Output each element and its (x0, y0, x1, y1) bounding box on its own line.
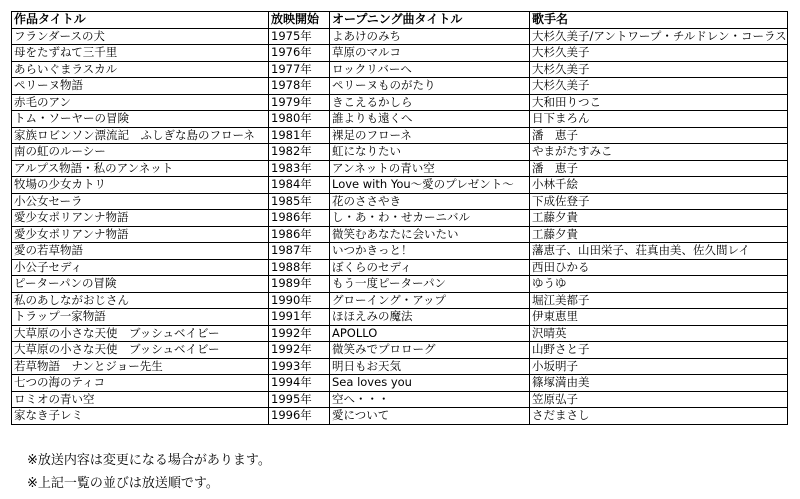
cell-year: 1979年 (269, 94, 330, 111)
table-row (12, 292, 788, 309)
table-row (12, 210, 788, 227)
cell-title: ピーターパンの冒険 (12, 276, 269, 293)
notes (27, 449, 271, 495)
cell-title: トム・ソーヤーの冒険 (12, 111, 269, 128)
cell-title: 愛少女ポリアンナ物語 (12, 210, 269, 227)
cell-title: 愛少女ポリアンナ物語 (12, 226, 269, 243)
cell-singer: ゆうゆ (530, 276, 788, 293)
cell-singer: 山野さと子 (530, 342, 788, 359)
cell-year: 1976年 (269, 45, 330, 62)
header-song: オープニング曲タイトル (330, 12, 530, 29)
cell-song: グローイング・アップ (330, 292, 530, 309)
cell-year: 1977年 (269, 61, 330, 78)
cell-year: 1984年 (269, 177, 330, 194)
cell-year: 1990年 (269, 292, 330, 309)
cell-year: 1981年 (269, 127, 330, 144)
table-row (12, 391, 788, 408)
table-row (12, 193, 788, 210)
cell-year: 1986年 (269, 226, 330, 243)
cell-song: ロックリバーへ (330, 61, 530, 78)
cell-year: 1988年 (269, 259, 330, 276)
cell-title: トラップ一家物語 (12, 309, 269, 326)
cell-title: ロミオの青い空 (12, 391, 269, 408)
cell-singer: 西田ひかる (530, 259, 788, 276)
cell-singer: 堀江美都子 (530, 292, 788, 309)
cell-song: 花のささやき (330, 193, 530, 210)
cell-singer: 篠塚満由美 (530, 375, 788, 392)
note-broadcast-change: ※放送内容は変更になる場合があります。 (27, 453, 271, 468)
table-row (12, 160, 788, 177)
cell-title: 大草原の小さな天使 ブッシュベイビー (12, 342, 269, 359)
cell-year: 1992年 (269, 325, 330, 342)
table-row (12, 111, 788, 128)
cell-year: 1993年 (269, 358, 330, 375)
table-row (12, 78, 788, 95)
header-year: 放映開始 (269, 12, 330, 29)
cell-singer: 小坂明子 (530, 358, 788, 375)
cell-song: Love with You～愛のプレゼント～ (330, 177, 530, 194)
cell-title: 愛の若草物語 (12, 243, 269, 260)
cell-song: ほほえみの魔法 (330, 309, 530, 326)
cell-song: 誰よりも遠くへ (330, 111, 530, 128)
table-row (12, 276, 788, 293)
cell-year: 1985年 (269, 193, 330, 210)
cell-singer: 大杉久美子 (530, 61, 788, 78)
cell-year: 1995年 (269, 391, 330, 408)
table-row (12, 28, 788, 45)
table-row (12, 358, 788, 375)
table-row (12, 94, 788, 111)
cell-song: よあけのみち (330, 28, 530, 45)
table-row (12, 127, 788, 144)
cell-title: 大草原の小さな天使 ブッシュベイビー (12, 325, 269, 342)
cell-singer: 下成佐登子 (530, 193, 788, 210)
table-row (12, 226, 788, 243)
cell-song: 明日もお天気 (330, 358, 530, 375)
cell-singer: やまがたすみこ (530, 144, 788, 161)
cell-singer: 伊東恵里 (530, 309, 788, 326)
cell-song: 微笑むあなたに会いたい (330, 226, 530, 243)
cell-song: Sea loves you (330, 375, 530, 392)
cell-title: アルプス物語・私のアンネット (12, 160, 269, 177)
cell-year: 1989年 (269, 276, 330, 293)
cell-song: APOLLO (330, 325, 530, 342)
table-row (12, 342, 788, 359)
anime-song-table-container (11, 11, 788, 425)
cell-song: いつかきっと！ (330, 243, 530, 260)
cell-title: ペリーヌ物語 (12, 78, 269, 95)
cell-title: 若草物語 ナンとジョー先生 (12, 358, 269, 375)
header-singer: 歌手名 (530, 12, 788, 29)
cell-song: 愛について (330, 408, 530, 425)
cell-singer: 大和田りつこ (530, 94, 788, 111)
cell-year: 1991年 (269, 309, 330, 326)
table-row (12, 309, 788, 326)
cell-song: 虹になりたい (330, 144, 530, 161)
cell-singer: さだまさし (530, 408, 788, 425)
table-row (12, 325, 788, 342)
cell-year: 1992年 (269, 342, 330, 359)
cell-title: 南の虹のルーシー (12, 144, 269, 161)
cell-song: 空へ・・・ (330, 391, 530, 408)
cell-singer: 笠原弘子 (530, 391, 788, 408)
cell-song: 草原のマルコ (330, 45, 530, 62)
cell-singer: 日下まろん (530, 111, 788, 128)
cell-song: もう一度ピーターパン (330, 276, 530, 293)
cell-song: きこえるかしら (330, 94, 530, 111)
cell-title: あらいぐまラスカル (12, 61, 269, 78)
table-row (12, 375, 788, 392)
cell-year: 1983年 (269, 160, 330, 177)
cell-singer: 大杉久美子 (530, 45, 788, 62)
cell-song: ぼくらのセディ (330, 259, 530, 276)
cell-song: ペリーヌものがたり (330, 78, 530, 95)
anime-song-table (11, 11, 788, 425)
table-row (12, 408, 788, 425)
table-row (12, 61, 788, 78)
cell-year: 1980年 (269, 111, 330, 128)
cell-year: 1996年 (269, 408, 330, 425)
cell-title: 家族ロビンソン漂流記 ふしぎな島のフローネ (12, 127, 269, 144)
cell-title: 小公子セディ (12, 259, 269, 276)
table-body (12, 28, 788, 424)
cell-year: 1975年 (269, 28, 330, 45)
cell-title: 母をたずねて三千里 (12, 45, 269, 62)
table-row (12, 259, 788, 276)
cell-year: 1982年 (269, 144, 330, 161)
cell-title: 赤毛のアン (12, 94, 269, 111)
cell-year: 1987年 (269, 243, 330, 260)
cell-song: 微笑みでプロローグ (330, 342, 530, 359)
cell-song: アンネットの青い空 (330, 160, 530, 177)
cell-singer: 潘 恵子 (530, 160, 788, 177)
cell-singer: 大杉久美子/アントワープ・チルドレン・コーラス (530, 28, 788, 45)
cell-year: 1978年 (269, 78, 330, 95)
header-title: 作品タイトル (12, 12, 269, 29)
cell-year: 1986年 (269, 210, 330, 227)
cell-year: 1994年 (269, 375, 330, 392)
cell-song: 裸足のフローネ (330, 127, 530, 144)
cell-title: フランダースの犬 (12, 28, 269, 45)
cell-title: 家なき子レミ (12, 408, 269, 425)
cell-singer: 小林千絵 (530, 177, 788, 194)
cell-singer: 沢晴英 (530, 325, 788, 342)
cell-title: 七つの海のティコ (12, 375, 269, 392)
cell-song: し・あ・わ・せカーニバル (330, 210, 530, 227)
table-row (12, 45, 788, 62)
table-header-row (12, 12, 788, 29)
cell-title: 小公女セーラ (12, 193, 269, 210)
cell-singer: 工藤夕貴 (530, 210, 788, 227)
cell-singer: 潘 恵子 (530, 127, 788, 144)
cell-singer: 藩恵子、山田栄子、荘真由美、佐久間レイ (530, 243, 788, 260)
cell-title: 牧場の少女カトリ (12, 177, 269, 194)
cell-title: 私のあしながおじさん (12, 292, 269, 309)
table-row (12, 177, 788, 194)
cell-singer: 工藤夕貴 (530, 226, 788, 243)
cell-singer: 大杉久美子 (530, 78, 788, 95)
table-row (12, 243, 788, 260)
note-broadcast-order: ※上記一覧の並びは放送順です。 (27, 476, 219, 491)
table-row (12, 144, 788, 161)
